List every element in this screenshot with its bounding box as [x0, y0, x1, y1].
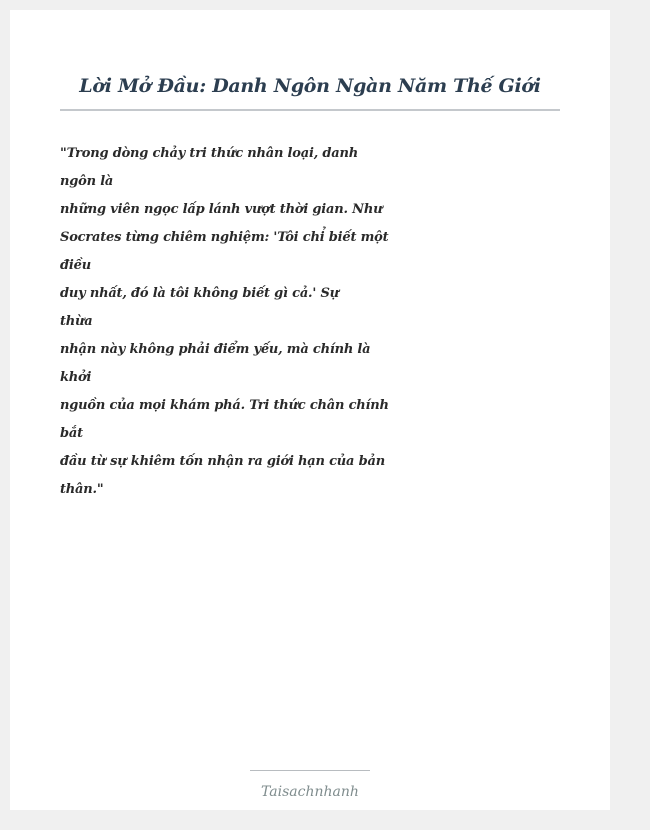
quote-line: thân.": [60, 482, 104, 497]
quote-line: điều: [60, 258, 91, 273]
quote-line: nguồn của mọi khám phá. Tri thức chân chính: [60, 398, 389, 413]
title-divider: [60, 109, 560, 111]
footer-brand: Taisachnhanh: [261, 784, 359, 800]
quote-line: duy nhất, đó là tôi không biết gì cả.' Sự: [60, 286, 339, 301]
quote-line: bắt: [60, 426, 83, 441]
quote-line: khởi: [60, 370, 92, 385]
quote-line: những viên ngọc lấp lánh vượt thời gian. Như: [60, 202, 383, 217]
quote-line: đầu từ sự khiêm tốn nhận ra giới hạn của bản: [60, 454, 385, 469]
quote-line: Socrates từng chiêm nghiệm: 'Tôi chỉ biết một: [60, 230, 389, 245]
footer-divider: [250, 770, 370, 771]
quote-line: nhận này không phải điểm yếu, mà chính là: [60, 342, 371, 357]
document-page: [10, 10, 610, 810]
page-title: Lời Mở Đầu: Danh Ngôn Ngàn Năm Thế Giới: [79, 75, 541, 97]
quote-line: ngôn là: [60, 174, 114, 189]
quote-line: "Trong dòng chảy tri thức nhân loại, danh: [60, 146, 358, 161]
quote-line: thừa: [60, 314, 93, 329]
quote-paragraph: [60, 140, 389, 504]
